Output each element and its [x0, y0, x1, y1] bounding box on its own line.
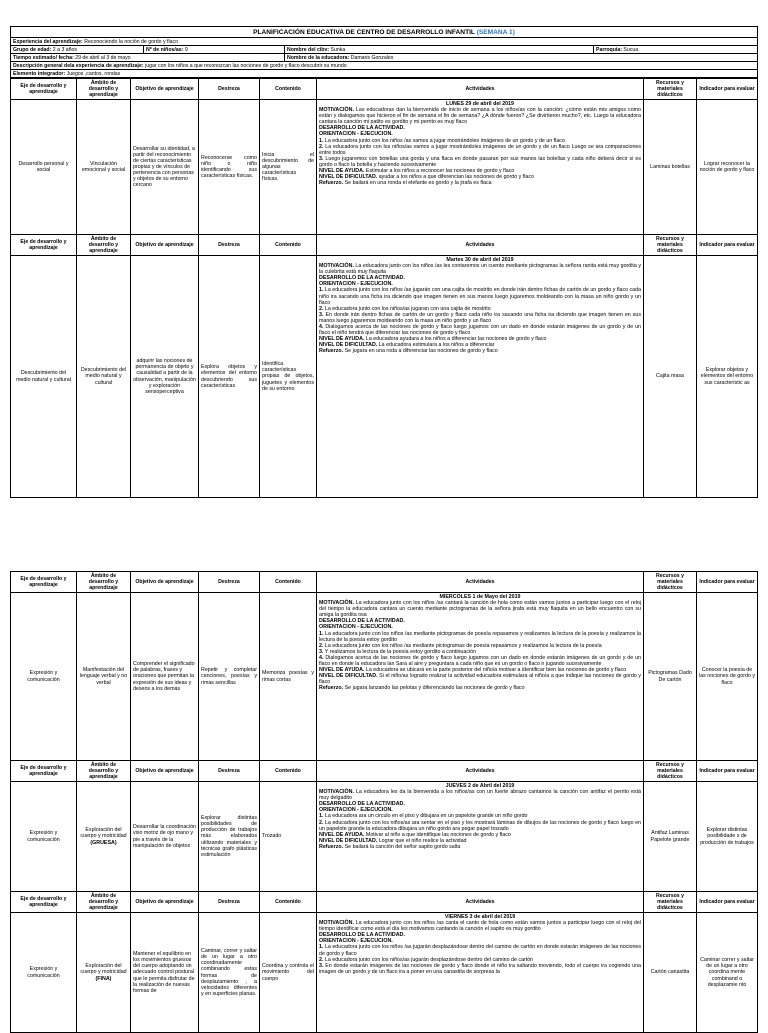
day-row: [11, 593, 758, 761]
activity-line: 4. Dialogamos acerca de las nociones de gordo y flaco luego jugamos con un dado en donde estarán imágenes de un gordo y de un flaco en donde la educadora lan Sara al aire y preguntara a cada niño que es un gordo o flaco ir jugando sucesivamente: [319, 654, 641, 668]
cibv-cell: Nombre del cibv: Sunka: [285, 46, 594, 54]
activity-line: Refuerzo. Se jugara en una roda a diferenciar las nociones de gordo y flaco: [319, 348, 498, 355]
ambito-cell: Manifestación del lenguaje verbal y no verbal: [77, 593, 131, 761]
activity-line: MOTIVACIÓN. La educadora junto con los niños /as cantará la canción de hola como están vamos juntos a participar luego con el reloj del tiempo la educadora cantara un cuento mediante pictogramas de la señora jirafa está muy flaquita en un bello encuentro con su amiga la gordita osa: [319, 600, 641, 619]
activity-line: NIVEL DE DIFICULTAD. Lograr que el niño realice la actividad: [319, 837, 467, 844]
contenido-cell: Coordina y controla el movimiento del cuerpo: [260, 913, 317, 1033]
activity-label: 3.: [319, 311, 324, 318]
column-header-actividades: Actividades: [317, 572, 644, 593]
activity-line: 1. La educadora ara un circulo en el piso y dibujara en un papelote grande un niño gordo: [319, 813, 528, 820]
column-header-eje: Eje de desarrollo y aprendizaje: [11, 892, 77, 913]
column-header-ambito: Ámbito de desarrollo y aprendizaje: [77, 892, 131, 913]
day-heading: Martes 30 de abril del 2019: [446, 257, 514, 263]
eje-cell: Desarrollo personal y social: [11, 100, 77, 235]
column-header-destreza: Destreza: [199, 235, 260, 256]
objetivo-cell: adquirir las nociones de permanencia de objeto y causalidad a partir de la observación, manipulación y exploración sensoperceptiva: [131, 256, 199, 498]
activity-line: 2. La educadora junto con los niños /as mediante pictogramas de poesía repasamos y realizamos la lectura de la poesía: [319, 642, 602, 649]
column-header-ambito: Ámbito de desarrollo y aprendizaje: [77, 235, 131, 256]
column-header-eje: Eje de desarrollo y aprendizaje: [11, 235, 77, 256]
column-header-indicador: Indicador para evaluar: [697, 892, 758, 913]
actividades-cell: [317, 256, 644, 498]
ninos-cell: Nº de niños/as: 9: [144, 46, 285, 54]
ambito-cell: Exploración del cuerpo y motricidad (GRUESA): [77, 782, 131, 892]
objetivo-cell: Desarrollar su identidad, a partir del reconocimiento de ciertas características propias y de vínculos de pertenencia con personas y objetos de su entorno cercano: [131, 100, 199, 235]
activity-line: NIVEL DE AYUDA. Estimular a los niños a reconocer las nociones de gordo y flaco: [319, 168, 515, 175]
recursos-cell: Pictogramas Dado De cartón: [644, 593, 697, 761]
indicador-cell: Caminar correr y saltar de un lugar a otro coordina mente combinand o desplazamie nto: [697, 913, 758, 1033]
week-label: (SEMANA 1): [476, 28, 515, 36]
activity-line: MOTIVACIÓN. La educadora les da la bienvenida a los niños/as con un fuerte abrazo cantamos la canción con antifaz el perrito está muy delgadito: [319, 789, 641, 802]
educadora-cell: Nombre de la educadora: Damaris Gonzales: [285, 54, 758, 62]
activity-label: ORIENTACION - EJECUCION.: [319, 938, 393, 945]
activity-label: Refuerzo.: [319, 843, 344, 850]
activity-label: 4.: [319, 324, 324, 331]
contenido-cell: Memoriza poesías y rimas cortas: [260, 593, 317, 761]
column-header-recursos: Recursos y materiales didácticos: [644, 235, 697, 256]
column-header-row: [11, 761, 758, 782]
activity-line: 3. Y realizamos la lectura de la poesía estoy gordito a continuación: [319, 648, 477, 655]
activity-label: 1.: [319, 287, 324, 294]
destreza-cell: Explora objetos y elementos del entorno descubriendo sus características: [199, 256, 260, 498]
objetivo-cell: Comprender el significado de palabras, frases y oraciones que permitan la expresión de sus ideas y deseos a los demás: [131, 593, 199, 761]
day-row: [11, 782, 758, 892]
activity-line: NIVEL DE DIFICULTAD. La educadora estimulara a los niños a diferenciar: [319, 342, 495, 349]
contenido-cell: Inicia el descubrimiento de algunas características físicas.: [260, 100, 317, 235]
activity-line: 3. En donde irán dentro fichas de cartón de un gordo y flaco cada niño ira sacando una ficha ira diciendo que imagen tienen en sus manos luego jugaremos moldeando con la masa un niño gordo y un flaco: [319, 311, 641, 324]
planning-table-2: [10, 571, 758, 1033]
activity-label: ORIENTACION - EJECUCION.: [319, 807, 393, 814]
activity-line: 1. La educadora junto con los niños /as jugarán con una cajita de mostrito en donde irán dentro fichas de cartón de un gordo y flaco cada niño ira sacando una ficha ira diciendo que imagen tienen en sus manos luego jugaremos moldeando con la masa un niño gordo y un flaco: [319, 287, 641, 306]
activity-label: 1.: [319, 137, 324, 144]
column-header-eje: Eje de desarrollo y aprendizaje: [11, 761, 77, 782]
column-header-recursos: Recursos y materiales didácticos: [644, 892, 697, 913]
activity-line: 2. La educadora junto con los niños/as ara sentar en el piso y les mostrará láminas de dibujos de las nociones de gordo y flaco luego en un papelote grande la educadora dibujara un niño gordo ara pegar papel trozado: [319, 819, 641, 832]
activity-label: Refuerzo.: [319, 348, 344, 355]
column-header-indicador: Indicador para evaluar: [697, 761, 758, 782]
activity-line: NIVEL DE DIFICULTAD. ayudar a los niños a que diferencian las nociones de gordo y flaco: [319, 174, 534, 181]
eje-cell: Expresión y comunicación: [11, 913, 77, 1033]
indicador-cell: Conocer la poesía de las nociones de gordo y flaco: [697, 593, 758, 761]
column-header-eje: Eje de desarrollo y aprendizaje: [11, 79, 77, 100]
column-header-actividades: Actividades: [317, 235, 644, 256]
activity-label: NIVEL DE AYUDA.: [319, 168, 365, 175]
activity-line: 4. Dialogamos acerca de las nociones de gordo y flaco luego jugamos con un dado en donde estarán imágenes de un gordo y de un flaco el niño tendrá que diferenciar las nociones de gordo y flaco: [319, 324, 641, 337]
ambito-cell: Exploración del cuerpo y motricidad (FINA): [77, 913, 131, 1033]
eje-cell: Descubrimiento del medio natural y cultural: [11, 256, 77, 498]
column-header-destreza: Destreza: [199, 79, 260, 100]
elemento-row: Elemento integrador: Juegos ,cantos, rondas: [11, 70, 758, 78]
destreza-cell: Caminar, correr y saltar de un lugar a otro coordinadamente combinando estas formas de desplazamiento , a velocidades diferentes y en superficies planas.: [199, 913, 260, 1033]
column-header-contenido: Contenido: [260, 892, 317, 913]
activity-line: 3. En donde estarán imágenes de las nociones de gordo y flaco donde el niño ira saltando moviendo, todo el cuerpo ira cogiendo una imagen de un gordo y de un flaco ira a poner en una canastita de sorpresa la: [319, 962, 641, 975]
indicador-cell: Explorar distintas posibilidade s de producción de trabajos: [697, 782, 758, 892]
activity-label: Refuerzo.: [319, 180, 344, 187]
grupo-cell: Grupo de edad: 2 a 3 años: [11, 46, 144, 54]
destreza-cell: Explorar distintas posibilidades de producción de trabajos más elaborados utilizando materiales y técnicas grafo plásticas estimulación: [199, 782, 260, 892]
activity-label: DESARROLLO DE LA ACTIVIDAD.: [319, 618, 405, 625]
header-table: [10, 26, 758, 78]
column-header-destreza: Destreza: [199, 761, 260, 782]
contenido-cell: Trozado: [260, 782, 317, 892]
activity-label: 1.: [319, 813, 324, 820]
activity-line: Refuerzo. Se bailará la canción del señor sapito gordo salta: [319, 843, 461, 850]
column-header-contenido: Contenido: [260, 235, 317, 256]
column-header-objetivo: Objetivo de aprendizaje: [131, 79, 199, 100]
activity-line: 2. La educadora junto con los niños/as jugarán desplazándose dentro del camino de cartón: [319, 956, 534, 963]
activity-label: 2.: [319, 143, 324, 150]
activity-label: MOTIVACIÓN.: [319, 600, 354, 607]
activity-label: Refuerzo.: [319, 685, 344, 692]
activity-label: 3.: [319, 155, 324, 162]
actividades-cell: [317, 100, 644, 235]
actividades-cell: [317, 593, 644, 761]
column-header-indicador: Indicador para evaluar: [697, 79, 758, 100]
recursos-cell: Antifaz Laminas Papelote grande: [644, 782, 697, 892]
activity-label: 1.: [319, 944, 324, 951]
activity-label: 3.: [319, 648, 324, 655]
activity-label: ORIENTACION - EJECUCION.: [319, 624, 393, 631]
activity-label: MOTIVACIÓN.: [319, 107, 354, 114]
column-header-destreza: Destreza: [199, 572, 260, 593]
activity-line: NIVEL DE AYUDA. La educadora ayudara a los niños a diferenciar las nociones de gordo y flaco: [319, 336, 547, 343]
column-header-row: [11, 892, 758, 913]
day-row: [11, 256, 758, 498]
column-header-contenido: Contenido: [260, 572, 317, 593]
activity-label: NIVEL DE DIFICULTAD.: [319, 837, 378, 844]
column-header-contenido: Contenido: [260, 761, 317, 782]
ambito-cell: Vinculación emocional y social: [77, 100, 131, 235]
column-header-objetivo: Objetivo de aprendizaje: [131, 235, 199, 256]
column-header-row: [11, 572, 758, 593]
planning-table-1: [10, 78, 758, 498]
activity-label: 2.: [319, 642, 324, 649]
activity-label: 4.: [319, 654, 324, 661]
activity-label: NIVEL DE AYUDA.: [319, 336, 365, 343]
activity-label: 2.: [319, 819, 324, 826]
activity-label: NIVEL DE DIFICULTAD.: [319, 174, 378, 181]
recursos-cell: Laminas botellas: [644, 100, 697, 235]
descripcion-row: Descripción general dela experiencia de aprendizaje: jugar con los niños a que reconozcan las nociones de gordo y flaco descubrir su mundo: [11, 62, 758, 70]
experiencia-row: Experiencia del aprendizaje: Reconociendo la noción de gordo y flaco: [11, 38, 758, 46]
activity-line: 1. La educadora junto con los niños /as jugarán desplazándose dentro del camino de cartón en donde estarán imágenes de las nociones de gordo y flaco: [319, 944, 641, 957]
objetivo-cell: Mantener el equilibrio en los movimientos gruesos del cuerpo adoptando un adecuado control postural que le permita disfrutar de la realización de nuevas formas de: [131, 913, 199, 1033]
column-header-objetivo: Objetivo de aprendizaje: [131, 761, 199, 782]
activity-line: 1. La educadora junto con los niños /as vamos a jugar mostrándoles imágenes de un gordo y de un flaco: [319, 137, 565, 144]
recursos-cell: Cartón canastita: [644, 913, 697, 1033]
column-header-objetivo: Objetivo de aprendizaje: [131, 892, 199, 913]
column-header-ambito: Ámbito de desarrollo y aprendizaje: [77, 761, 131, 782]
ambito-cell: Descubrimiento del medio natural y cultural: [77, 256, 131, 498]
activity-line: NIVEL DE AYUDA. La educadora se ubicará en la parte posterior del niño/a motivar a identificar bien las nociones de gordo y flaco: [319, 667, 627, 674]
column-header-indicador: Indicador para evaluar: [697, 235, 758, 256]
tiempo-cell: Tiempo estimado/ fecha: 29 de abril al 3 de mayo: [11, 54, 285, 62]
actividades-cell: [317, 913, 644, 1033]
activity-label: NIVEL DE DIFICULTAD.: [319, 673, 378, 680]
ambito-emphasis: (FINA): [95, 975, 112, 982]
contenido-cell: Identifica características propias de objetos, juguetes y elementos de su entorno: [260, 256, 317, 498]
column-header-indicador: Indicador para evaluar: [697, 572, 758, 593]
activity-line: Refuerzo. Se jugara lanzando las pelotas y diferenciando las nociones de gordo y flaco: [319, 685, 525, 692]
activity-label: DESARROLLO DE LA ACTIVIDAD.: [319, 801, 405, 808]
activity-line: Refuerzo. Se bailará en una ronda el elefante es gordo y la jirafa es flaca: [319, 180, 492, 187]
column-header-objetivo: Objetivo de aprendizaje: [131, 572, 199, 593]
activity-label: NIVEL DE AYUDA.: [319, 667, 365, 674]
document-title: PLANIFICACIÓN EDUCATIVA DE CENTRO DE DESARROLLO INFANTIL (SEMANA 1): [11, 27, 758, 38]
column-header-actividades: Actividades: [317, 892, 644, 913]
activity-line: 3. Luego jugaremos con botellas una gorda y una flaca en donde pasaran por sus manos las botellas y cada niño deberá decir si es gordo o flaco la botella y haciendo sucesivamente: [319, 155, 641, 168]
activity-line: MOTIVACIÓN. La educadora junto con los niños /as canta el canto de hola como están vamos juntos a participar luego con el reloj del tiempo identificar como está el día les motivamos cantando la canción el sapito es muy gordito: [319, 920, 641, 933]
column-header-eje: Eje de desarrollo y aprendizaje: [11, 572, 77, 593]
activity-label: NIVEL DE AYUDA.: [319, 831, 365, 838]
activity-label: 2.: [319, 956, 324, 963]
activity-label: 1.: [319, 630, 324, 637]
activity-line: 2. La educadora junto con los niños/as jugaran con una cajita de mostrito: [319, 305, 491, 312]
column-header-destreza: Destreza: [199, 892, 260, 913]
parroquia-cell: Parroquia: Sucua: [594, 46, 758, 54]
ambito-emphasis: (GRUESA): [90, 839, 117, 846]
column-header-row: [11, 79, 758, 100]
indicador-cell: Explorar objetos y elementos del entorno sus característic as: [697, 256, 758, 498]
activity-label: MOTIVACIÓN.: [319, 789, 354, 796]
actividades-cell: [317, 782, 644, 892]
activity-label: ORIENTACION - EJECUCION.: [319, 281, 393, 288]
day-row: [11, 913, 758, 1033]
column-header-actividades: Actividades: [317, 79, 644, 100]
recursos-cell: Cajita masa: [644, 256, 697, 498]
day-heading: MIERCOLES 1 de Mayo del 2019: [439, 594, 521, 600]
activity-line: NIVEL DE DIFICULTAD. Si el niño/as logrado realizar la actividad educadora estimulara al niño/a a que indique las nociones de gordo y flaco: [319, 673, 642, 686]
eje-cell: Expresión y comunicación: [11, 593, 77, 761]
column-header-recursos: Recursos y materiales didácticos: [644, 572, 697, 593]
destreza-cell: Reconocerse como niño o niño identificando sus características físicas.: [199, 100, 260, 235]
column-header-ambito: Ámbito de desarrollo y aprendizaje: [77, 572, 131, 593]
activity-line: NIVEL DE AYUDA. Motivar al niño a que identifique las nociones de gordo y flaco: [319, 831, 511, 838]
activity-label: DESARROLLO DE LA ACTIVIDAD.: [319, 275, 405, 282]
column-header-ambito: Ámbito de desarrollo y aprendizaje: [77, 79, 131, 100]
activity-line: MOTIVACIÓN. La educadora junto con los niños /as les contaremos un cuento mediante pictogramas la señora ranita está muy gordita y la culebrita está muy flaquita: [319, 263, 641, 276]
column-header-contenido: Contenido: [260, 79, 317, 100]
day-heading: LUNES 29 de abril del 2019: [445, 101, 514, 107]
activity-label: NIVEL DE DIFICULTAD.: [319, 342, 378, 349]
day-heading: JUEVES 2 de Abril del 2019: [445, 783, 515, 789]
activity-label: DESARROLLO DE LA ACTIVIDAD.: [319, 125, 405, 132]
activity-label: ORIENTACION - EJECUCION.: [319, 131, 393, 138]
column-header-recursos: Recursos y materiales didácticos: [644, 79, 697, 100]
column-header-recursos: Recursos y materiales didácticos: [644, 761, 697, 782]
column-header-actividades: Actividades: [317, 761, 644, 782]
day-row: [11, 100, 758, 235]
activity-label: MOTIVACIÓN.: [319, 263, 354, 270]
destreza-cell: Repetir y completar canciones, poesías y rimas sencillas: [199, 593, 260, 761]
activity-line: MOTIVACIÓN. Las educadoras dan la bienvenida de inicio de semana a los niños/as con la canción: ¿cómo están mis amigos como están y dialogamos que hicieron el fin de semana el fin de semana? ¿A dónde fueron? ¿Se divirtieron mucho?, etc. Luego la educadora cantara la canción mi patito es gordito y mi perrito es muy flaco: [319, 107, 641, 126]
activity-label: 3.: [319, 962, 324, 969]
activity-line: 2. La educadora junto con los niños/as vamos a jugar mostrándoles imágenes de un gordo y de un flaco Luego se ara comparaciones entre todos: [319, 143, 641, 156]
activity-label: 2.: [319, 305, 324, 312]
objetivo-cell: Desarrollar la coordinación viso motriz de ojo mano y pie a través de la manipulación de objetos: [131, 782, 199, 892]
day-heading: VIERNES 3 de abril del 2019: [444, 914, 516, 920]
activity-label: DESARROLLO DE LA ACTIVIDAD.: [319, 932, 405, 939]
activity-label: MOTIVACIÓN.: [319, 920, 354, 927]
activity-line: 1. La educadora junto con los niños /as mediante pictogramas de poesía repasamos y realizamos la lectura de la poesía y realizamos la lectura de la poesía estoy gordito: [319, 630, 641, 643]
column-header-row: [11, 235, 758, 256]
planning-page-2: [10, 571, 757, 1033]
eje-cell: Expresión y comunicación: [11, 782, 77, 892]
planning-page-1: [10, 26, 757, 498]
indicador-cell: Lograr reconocer la noción de gordo y flaco: [697, 100, 758, 235]
